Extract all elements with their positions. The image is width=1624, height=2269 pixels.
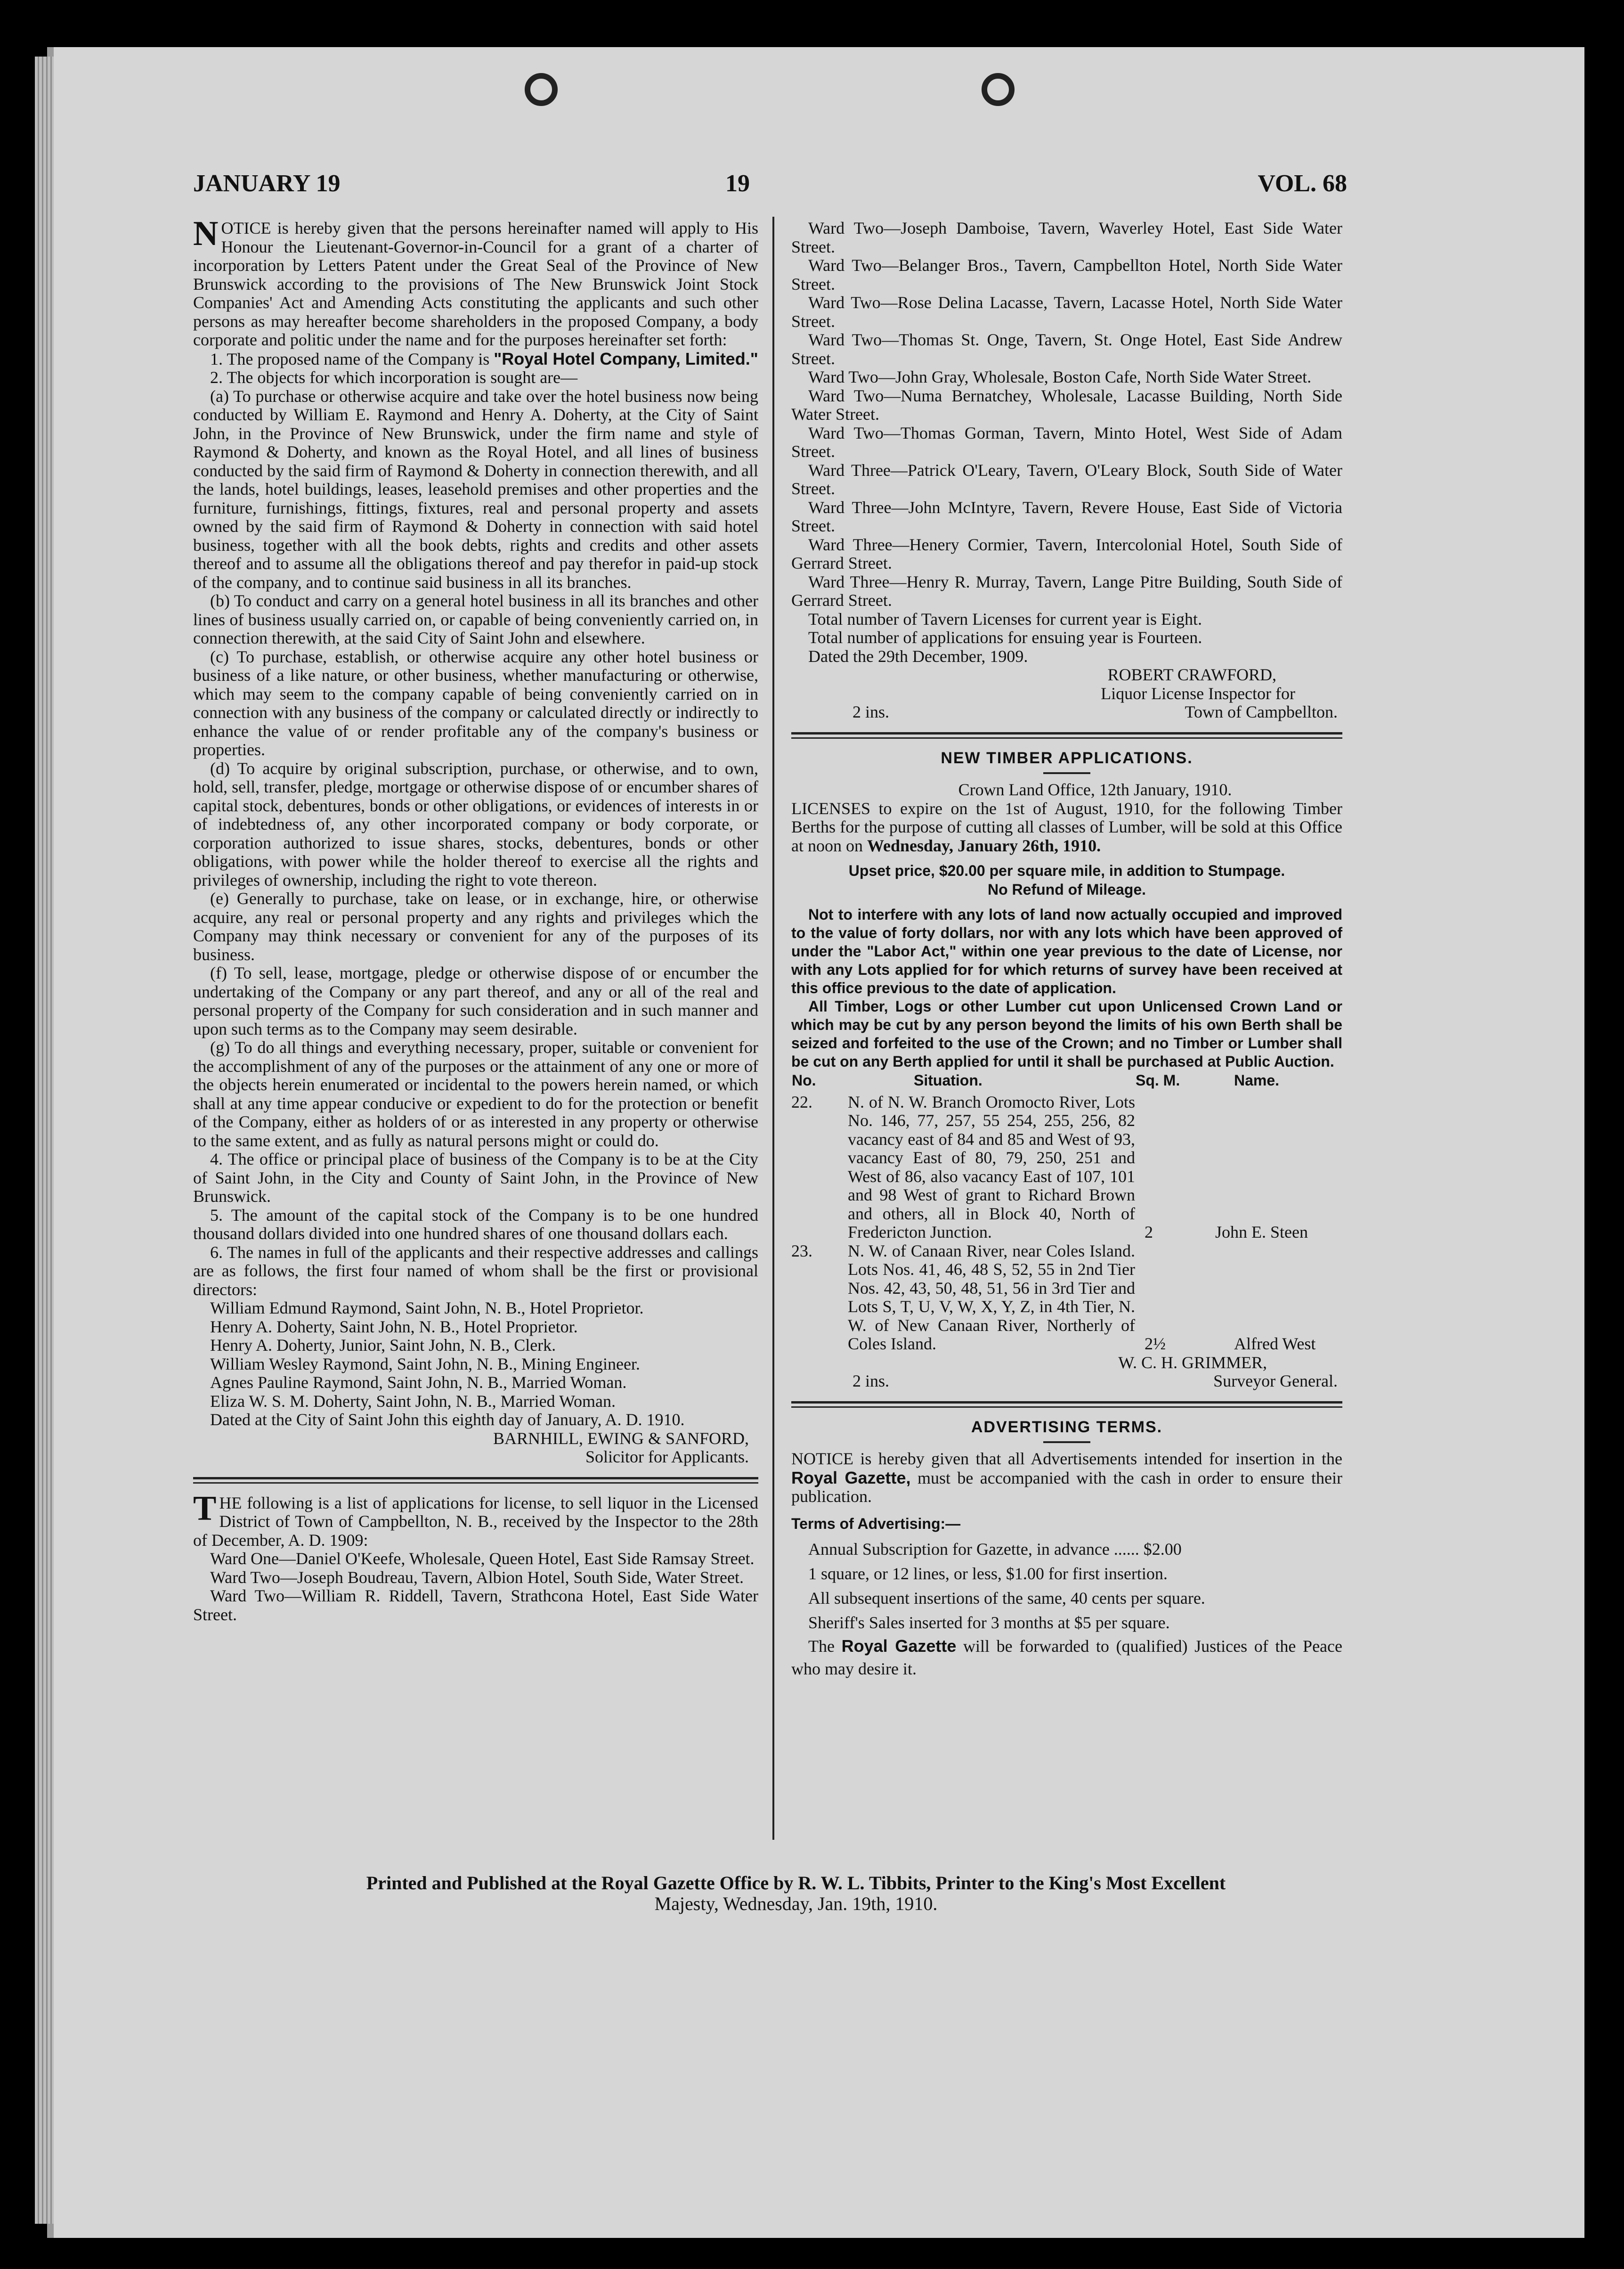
col-sq: Sq. M. (1136, 1072, 1180, 1089)
object-c: (c) To purchase, establish, or otherwise acquire any other hotel business or business of a like nature, or other business, whether manufacturing or otherwise, which may seem to the company capable of being conveniently carried on in connection with any business of the company or calculated directly or indirectly to enhance the value of or render profitable any of the company's business or properties. (193, 647, 758, 759)
ward-entry: Ward Two—John Gray, Wholesale, Boston Cafe, North Side Water Street. (808, 367, 1312, 386)
solicitor-title: Solicitor for Applicants. (585, 1447, 749, 1466)
surveyor-sign-line (791, 1372, 1342, 1391)
surveyor-title: Surveyor General. (1213, 1371, 1338, 1390)
col-name: Name. (1234, 1072, 1280, 1089)
forward-text-a: The (808, 1637, 835, 1656)
page-number: 19 (725, 170, 750, 197)
forward-text-b: will be forwarded to (qualified) Justices of the Peace who may desire it. (791, 1637, 1342, 1678)
ward-entry: Ward Two—Belanger Bros., Tavern, Campbellton Hotel, North Side Water Street. (791, 256, 1342, 294)
gazette-name: Royal Gazette, (791, 1468, 911, 1487)
inspector-name: ROBERT CRAWFORD, (1107, 665, 1276, 684)
col-situation: Situation. (914, 1072, 983, 1089)
object-d: (d) To acquire by original subscription, purchase, or otherwise, and to own, hold, sell, transfer, pledge, mortgage or otherwise dispose of or encumber shares of capital stock, debentures, bonds or other obligations, or evidences of interests in or of indebtedness of, any other incorporated company or body corporate, or corporation authorized to issue shares, stocks, debentures, bonds or other obligations, with power while the holder thereof to exercise all the rights and privileges of ownership, including the right to vote thereon. (193, 759, 758, 890)
applicant: Henry A. Doherty, Saint John, N. B., Hotel Proprietor. (210, 1317, 578, 1336)
timber-seizure-clause: All Timber, Logs or other Lumber cut upon Unlicensed Crown Land or which may be cut by any person beyond the limits of his own Berth shall be seized and forfeited to the use of the Crown; and no Timber or Lumber shall be cut on any Berth applied for until it shall be purchased at Public Auction. (791, 998, 1342, 1070)
ward-entry: Ward Two—Rose Delina Lacasse, Tavern, Lacasse Hotel, North Side Water Street. (791, 293, 1342, 331)
object-g: (g) To do all things and everything necessary, proper, suitable or convenient for the accomplishment of any of the purposes or the attainment of any one or more of the objects herein enumerated or incidental to the powers herein named, or which shall at any time appear conducive or expedient to do for the protection or benefit of the Company, either as holders of or as interested in any property or otherwise to the same extent, and as fully as natural persons might or could do. (193, 1038, 758, 1150)
punch-hole (982, 73, 1015, 106)
object-b: (b) To conduct and carry on a general hotel business in all its branches and other lines of business usually carried on, or capable of being conveniently carried on, in connection therewith, at the said City of Saint John and elsewhere. (193, 591, 758, 647)
inspector-town: Town of Campbellton. (1185, 702, 1338, 721)
ward-entry: Ward Two—Thomas Gorman, Tavern, Minto Hotel, West Side of Adam Street. (791, 423, 1342, 461)
section-rule (193, 1477, 758, 1484)
ward-entry: Ward Three—Henry R. Murray, Tavern, Lange Pitre Building, South Side of Gerrard Street. (791, 572, 1342, 610)
table-row (791, 1242, 1342, 1354)
applicant: Agnes Pauline Raymond, Saint John, N. B., Married Woman. (210, 1373, 627, 1392)
ward-entry: Ward Three—John McIntyre, Tavern, Revere House, East Side of Victoria Street. (791, 498, 1342, 535)
ward-entry: Ward Two—William R. Riddell, Tavern, Strathcona Hotel, East Side Water Street. (193, 1586, 758, 1624)
item-1 (193, 350, 758, 369)
short-rule (1043, 772, 1090, 774)
berth-situation: N. of N. W. Branch Oromocto River, Lots No. 146, 77, 257, 55 254, 255, 256, 82 vacancy east of 84 and 85 and West of 93, vacancy East of 80, 79, 250, 251 and West of 86, also vacancy East of 107, 101 and 98 West of grant to Richard Brown and others, all in Block 40, North of Fredericton Junction. (848, 1092, 1135, 1241)
column-divider (772, 217, 774, 1840)
printer-imprint (254, 1873, 1338, 1914)
advertising-notice (791, 1450, 1342, 1506)
timber-title: NEW TIMBER APPLICATIONS. (941, 749, 1193, 767)
notice-intro: NOTICE is hereby given that the persons hereinafter named will apply to His Honour the Lieutenant-Governor-in-Council for a grant of a charter of incorporation by Letters Patent under the Great Seal of the Province of New Brunswick according to the provisions of The New Brunswick Joint Stock Companies' Act and Amending Acts constituting the applicants and such other persons as may hereafter become shareholders in the proposed Company, a body corporate and politic under the name and for the purposes hereinafter set forth: (193, 214, 758, 349)
object-e: (e) Generally to purchase, take on lease, or in exchange, hire, or otherwise acquire, any real or personal property and any rights and privileges which the Company may think necessary or convenient for any of the purposes of its business. (193, 889, 758, 964)
imprint-line-1: Printed and Published at the Royal Gazette Office by R. W. L. Tibbits, Printer to the King's Most Excellent (366, 1872, 1226, 1894)
ward-entry: Ward Two—Thomas St. Onge, Tavern, St. Onge Hotel, East Side Andrew Street. (791, 330, 1342, 368)
berth-name: Alfred West (1234, 1334, 1316, 1353)
ward-entry: Ward Two—Numa Bernatchey, Wholesale, Lacasse Building, North Side Water Street. (791, 386, 1342, 424)
no-refund: No Refund of Mileage. (988, 881, 1146, 898)
ward-entry: Ward Three—Patrick O'Leary, Tavern, O'Leary Block, South Side of Water Street. (791, 460, 1342, 498)
item-4: 4. The office or principal place of business of the Company is to be at the City of Saint John, in the City and County of Saint John, in the Province of New Brunswick. (193, 1150, 758, 1206)
ward-entry: Ward Two—Joseph Boudreau, Tavern, Albion Hotel, South Side, Water Street. (210, 1567, 744, 1587)
right-column (791, 219, 1342, 1680)
insertion-count: 2 ins. (853, 702, 890, 721)
ward-entry: Ward One—Daniel O'Keefe, Wholesale, Queen Hotel, East Side Ramsay Street. (210, 1549, 755, 1568)
timber-intro-text: LICENSES to expire on the 1st of August, 1910, for the following Timber Berths for the purpose of cutting all classes of Lumber, will be sold at this Office at noon on (791, 799, 1342, 855)
application-total: Total number of applications for ensuing year is Fourteen. (808, 628, 1202, 647)
terms-label: Terms of Advertising:— (791, 1515, 961, 1532)
term-item: Sheriff's Sales inserted for 3 months at $5 per square. (808, 1613, 1170, 1632)
col-no: No. (792, 1072, 816, 1089)
timber-berths-table (791, 1071, 1342, 1354)
page-header (193, 170, 1347, 207)
applicant: Eliza W. S. M. Doherty, Saint John, N. B., Married Woman. (210, 1391, 616, 1411)
berth-situation: N. W. of Canaan River, near Coles Island. Lots Nos. 41, 46, 48 S, 52, 55 in 2nd Tier Nos. 42, 43, 50, 48, 51, 56 in 3rd Tier and Lots S, T, U, V, W, X, Y, Z, in 4th Tier, N. W. of New Canaan River, Northerly of Coles Island. (848, 1241, 1135, 1353)
item-6: 6. The names in full of the applicants and their respective addresses and callings are as follows, the first four named of whom shall be the first or provisional directors: (193, 1242, 758, 1299)
license-intro: THE following is a list of applications for license, to sell liquor in the Licensed District of Town of Campbellton, N. B., received by the Inspector to the 28th of December, A. D. 1909: (193, 1489, 758, 1550)
term-item: All subsequent insertions of the same, 40 cents per square. (808, 1589, 1205, 1608)
upset-price: Upset price, $20.00 per square mile, in addition to Stumpage. (848, 862, 1285, 879)
object-f: (f) To sell, lease, mortgage, pledge or otherwise dispose of or encumber the undertaking of the Company or any part thereof, and any or all of the real and personal property of the Company for such consideration and in such manner and upon such terms as to the Company may seem desirable. (193, 963, 758, 1038)
applicant: William Wesley Raymond, Saint John, N. B., Mining Engineer. (210, 1354, 640, 1373)
table-header-row (791, 1071, 1342, 1093)
advertising-title: ADVERTISING TERMS. (971, 1418, 1163, 1436)
applicant: Henry A. Doherty, Junior, Saint John, N. B., Clerk. (210, 1336, 556, 1355)
ward-entry: Ward Three—Henery Cormier, Tavern, Intercolonial Hotel, South Side of Gerrard Street. (791, 535, 1342, 572)
license-total: Total number of Tavern Licenses for current year is Eight. (808, 609, 1202, 628)
volume-number: VOL. 68 (1258, 170, 1347, 197)
berth-sq: 2 (1145, 1223, 1153, 1241)
section-rule (791, 732, 1342, 739)
berth-sq: 2½ (1145, 1334, 1166, 1353)
company-name: "Royal Hotel Company, Limited." (494, 349, 758, 368)
term-item: 1 square, or 12 lines, or less, $1.00 for first insertion. (808, 1564, 1168, 1583)
berth-no: 22. (791, 1092, 812, 1111)
notice-dated: Dated at the City of Saint John this eighth day of January, A. D. 1910. (210, 1410, 685, 1429)
section-rule (791, 1401, 1342, 1408)
timber-office: Crown Land Office, 12th January, 1910. (958, 780, 1232, 799)
insertion-count: 2 ins. (853, 1371, 890, 1390)
inspector-title: Liquor License Inspector for (1101, 684, 1295, 703)
gazette-forward (791, 1635, 1342, 1680)
advertising-notice-text: NOTICE is hereby given that all Advertisements intended for insertion in the (791, 1449, 1342, 1468)
table-row (791, 1093, 1342, 1242)
term-item: Annual Subscription for Gazette, in advance ...... $2.00 (808, 1540, 1182, 1559)
punch-hole (525, 73, 558, 106)
solicitor-name: BARNHILL, EWING & SANFORD, (493, 1428, 749, 1448)
applicant: William Edmund Raymond, Saint John, N. B., Hotel Proprietor. (210, 1298, 644, 1317)
berth-name: John E. Steen (1215, 1223, 1308, 1241)
inspector-sign-line (791, 703, 1342, 722)
timber-intro (791, 800, 1342, 856)
header-date: JANUARY 19 (193, 170, 341, 197)
advertising-notice-tail: must be accompanied with the cash in order to ensure their publication. (791, 1468, 1342, 1506)
imprint-line-2: Majesty, Wednesday, Jan. 19th, 1910. (654, 1893, 938, 1914)
short-rule (1043, 1441, 1090, 1443)
item-1-text: 1. The proposed name of the Company is (210, 349, 490, 368)
item-2: 2. The objects for which incorporation is sought are— (210, 368, 578, 387)
berth-no: 23. (791, 1241, 812, 1260)
timber-sale-date: Wednesday, January 26th, 1910. (867, 836, 1101, 855)
license-dated: Dated the 29th December, 1909. (808, 646, 1028, 666)
ward-entry: Ward Two—Joseph Damboise, Tavern, Waverley Hotel, East Side Water Street. (791, 219, 1342, 256)
object-a: (a) To purchase or otherwise acquire and take over the hotel business now being conducted by William E. Raymond and Henry A. Doherty, at the City of Saint John, in the Province of New Brunswick, under the firm name and style of Raymond & Doherty, and known as the Royal Hotel, and all lines of business conducted by the said firm of Raymond & Doherty in connection therewith, and all the lands, hotel buildings, leases, leasehold premises and other properties and the furniture, furnishings, fittings, fixtures, real and personal property and assets owned by the said firm of Raymond & Doherty in connection with said hotel business, together with all the book debts, rights and credits and other assets thereof and to assume all the obligations thereof and pay therefor in paid-up stock of the company, and to continue said business in all its branches. (193, 386, 758, 592)
surveyor-name: W. C. H. GRIMMER, (1118, 1353, 1267, 1372)
left-column (193, 214, 758, 1624)
item-5: 5. The amount of the capital stock of the Company is to be one hundred thousand dollars divided into one hundred shares of one thousand dollars each. (193, 1205, 758, 1243)
not-interfere-clause: Not to interfere with any lots of land now actually occupied and improved to the value of forty dollars, nor with any lots which have been approved of under the "Labor Act," within one year previous to the date of License, nor with any Lots applied for for which returns of survey have been received at this office previous to the date of application. (791, 906, 1342, 996)
gazette-name: Royal Gazette (841, 1636, 957, 1656)
